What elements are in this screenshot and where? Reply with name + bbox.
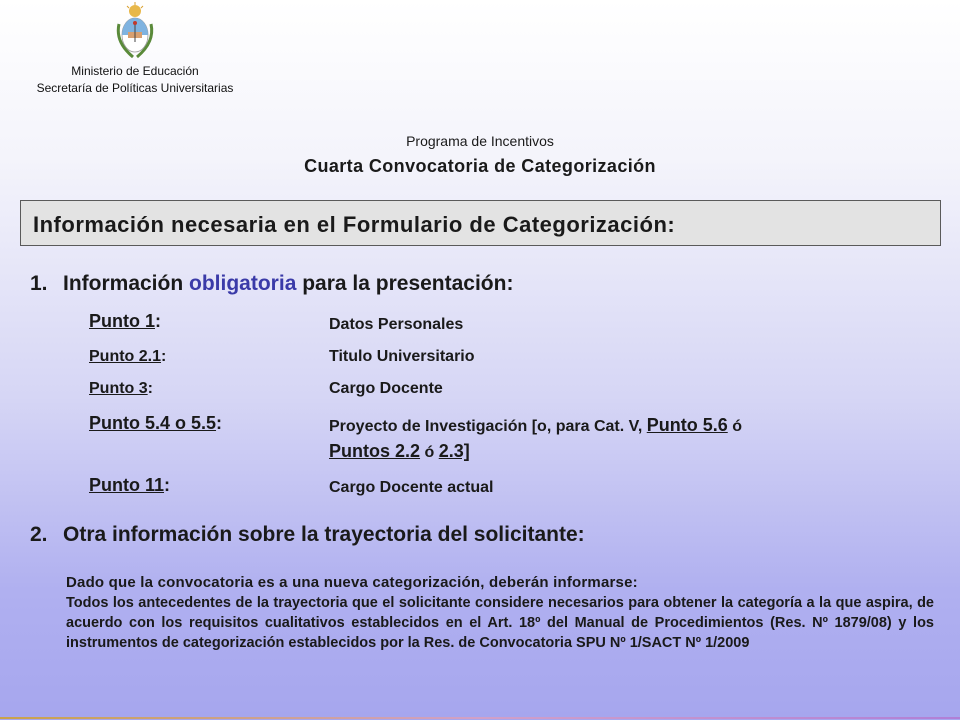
- convocatoria-title: Cuarta Convocatoria de Categorización: [304, 156, 656, 176]
- puntos-2-2-link[interactable]: Puntos 2.2: [329, 441, 421, 461]
- punto-2-3-link[interactable]: 2.3]: [438, 441, 470, 461]
- point-3-label: Punto 3:: [89, 380, 153, 397]
- section-2-title: Otra información sobre la trayectoria del solicitante:: [63, 523, 585, 546]
- conj-b: ó: [424, 444, 435, 461]
- point-3-desc: Cargo Docente: [329, 380, 443, 397]
- info-heading-box: [20, 200, 941, 246]
- point-link[interactable]: Punto 3: [89, 380, 148, 397]
- point-2-1-desc: Titulo Universitario: [329, 348, 475, 365]
- section-2-heading: [30, 523, 585, 547]
- point-link[interactable]: Punto 1: [89, 311, 155, 331]
- ministry-label: Ministerio de Educación: [71, 64, 199, 78]
- punto-5-6-link[interactable]: Punto 5.6: [646, 415, 728, 435]
- program-label: Programa de Incentivos: [406, 133, 554, 149]
- section-1-heading: [30, 272, 513, 296]
- argentina-coat-of-arms-icon: [110, 2, 160, 62]
- point-5-4-desc-text: Proyecto de Investigación [o, para Cat. V,: [329, 418, 643, 435]
- section-2-number: 2.: [30, 523, 48, 546]
- point-11-label: Punto 11:: [89, 475, 171, 495]
- section-1-highlight: obligatoria: [189, 272, 297, 295]
- point-2-1-label: Punto 2.1:: [89, 348, 167, 365]
- info-heading: Información necesaria en el Formulario de Categorización:: [33, 212, 676, 237]
- section-2-lead: Dado que la convocatoria es a una nueva categorización, deberán informarse:: [66, 574, 638, 591]
- point-link[interactable]: Punto 2.1: [89, 348, 162, 365]
- section-1-prefix: Información: [63, 272, 184, 295]
- point-1-desc: Datos Personales: [329, 316, 464, 333]
- point-link[interactable]: Punto 5.4 o 5.5: [89, 413, 217, 433]
- section-2-body: Todos los antecedentes de la trayectoria que el solicitante considere necesarios para obtener la categoría a la que aspira, de acuerdo con los requisitos cualitativos establecidos en el Art. 18º del Manual de Procedimientos (Res. Nº 1879/08) y los instrumentos de categorización establecidos por la Res. de Convocatoria SPU Nº 1/SACT Nº 1/2009: [66, 595, 934, 651]
- bottom-divider: [0, 717, 960, 719]
- conj-a: ó: [732, 418, 742, 435]
- section-1-suffix: para la presentación:: [302, 272, 514, 295]
- point-5-4-desc: [329, 413, 742, 465]
- section-1-number: 1.: [30, 272, 48, 295]
- secretariat-label: Secretaría de Políticas Universitarias: [36, 81, 234, 95]
- point-link[interactable]: Punto 11: [89, 475, 165, 495]
- point-11-desc: Cargo Docente actual: [329, 479, 494, 496]
- point-1-label: Punto 1:: [89, 311, 161, 331]
- point-5-4-label: Punto 5.4 o 5.5:: [89, 413, 223, 433]
